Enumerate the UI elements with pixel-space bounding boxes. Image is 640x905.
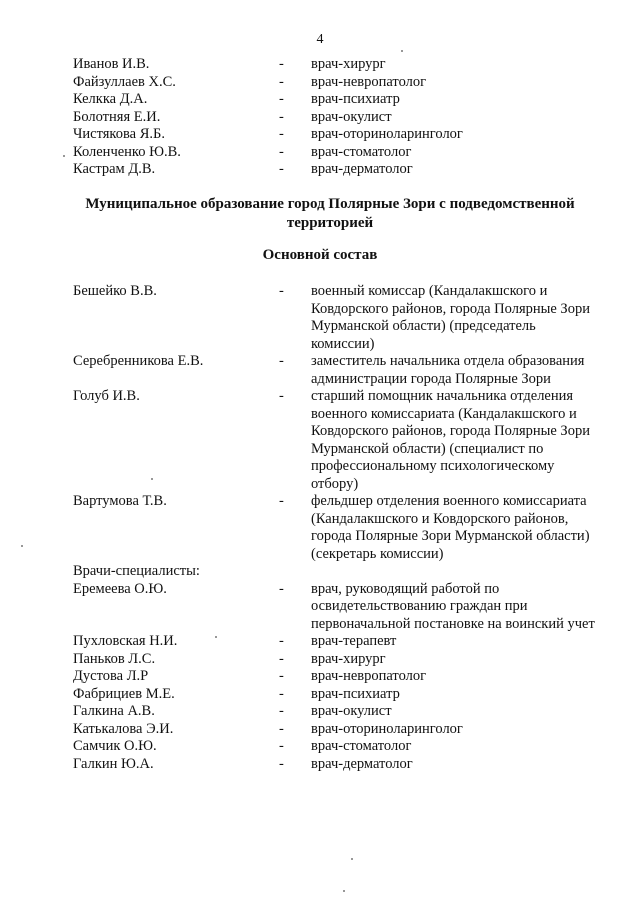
scan-speck [21,545,23,547]
scan-speck [63,155,65,157]
member-name: Еремеева О.Ю. [73,580,167,597]
member-row [0,493,640,563]
member-role: врач-психиатр [311,91,400,107]
member-row [0,756,640,774]
member-row [0,668,640,686]
dash: - [279,143,284,160]
member-row [0,703,640,721]
member-row [0,388,640,493]
member-row [0,91,640,109]
member-row [0,56,640,74]
member-role: врач-дерматолог [311,755,413,772]
dash: - [279,685,284,702]
dash: - [279,108,284,125]
dash: - [279,738,284,754]
member-role: старший помощник начальника отделения военного комиссариата (Кандалакшского и Ковдорского районов, города Полярные Зори Мурманской области) (специалист по профессиональному психологическому отбору) [311,388,590,492]
member-name: Коленченко Ю.В. [73,143,181,160]
member-role: врач-стоматолог [311,738,412,754]
page-number: 4 [316,32,324,47]
dash: - [279,91,284,107]
member-name: Болотняя Е.И. [73,108,161,125]
member-row [0,283,640,353]
subsection-title: Основной состав [262,247,378,263]
member-role: врач-дерматолог [311,161,413,177]
specialists-heading-row [0,563,640,581]
dash: - [279,668,284,684]
dash: - [279,703,284,719]
dash: - [279,650,284,667]
member-name: Иванов И.В. [73,56,150,72]
dash: - [279,755,284,772]
dash: - [279,388,284,404]
dash: - [279,633,284,649]
member-role: военный комиссар (Кандалакшского и Ковдорского районов, города Полярные Зори Мурманской области) (председатель комиссии) [311,283,590,352]
scan-speck [351,858,353,860]
member-row [0,74,640,92]
member-row [0,738,640,756]
member-name: Галкин Ю.А. [73,755,154,772]
dash: - [279,56,284,72]
member-role: врач-психиатр [311,685,400,702]
member-role: врач-стоматолог [311,143,412,160]
member-role: врач-окулист [311,703,392,719]
member-row [0,651,640,669]
member-name: Паньков Л.С. [73,650,156,667]
member-name: Файзуллаев Х.С. [73,73,176,90]
member-role: врач-хирург [311,56,386,72]
member-name: Бешейко В.В. [73,283,157,299]
section-title: Муниципальное образование город Полярные Зори с подведомственной территорией [85,196,575,231]
member-row [0,721,640,739]
commission-members-top [0,56,640,179]
member-role: врач-терапевт [311,633,397,649]
member-name: Пухловская Н.И. [73,633,178,649]
member-name: Голуб И.В. [73,388,140,404]
dash: - [279,580,284,597]
scan-speck [151,478,153,480]
member-row [0,581,640,634]
dash: - [279,353,284,369]
member-name: Фабрициев М.Е. [73,685,175,702]
dash: - [279,720,284,737]
dash: - [279,126,284,142]
member-role: врач-оториноларинголог [311,720,463,737]
member-name: Чистякова Я.Б. [73,126,165,142]
member-role: врач, руководящий работой по освидетельствованию граждан при первоначальной постановке на воинский учет [311,580,595,632]
member-role: врач-хирург [311,650,386,667]
member-role: врач-невропатолог [311,73,427,90]
specialists-heading: Врачи-специалисты: [73,563,200,579]
member-name: Катькалова Э.И. [73,720,174,737]
dash: - [279,283,284,299]
scan-speck [401,50,403,52]
member-name: Самчик О.Ю. [73,738,157,754]
member-name: Келкка Д.А. [73,91,148,107]
member-row [0,161,640,179]
member-row [0,109,640,127]
commission-members-main [0,283,640,773]
dash: - [279,161,284,177]
member-name: Галкина А.В. [73,703,155,719]
member-row [0,686,640,704]
member-role: врач-окулист [311,108,392,125]
member-row [0,353,640,388]
member-row [0,144,640,162]
member-role: заместитель начальника отдела образования администрации города Полярные Зори [311,353,585,387]
dash: - [279,73,284,90]
member-role: врач-невропатолог [311,668,427,684]
scan-speck [215,636,217,638]
member-name: Дустова Л.Р [73,668,149,684]
member-row [0,126,640,144]
member-name: Серебренникова Е.В. [73,353,204,369]
member-role: врач-оториноларинголог [311,126,463,142]
dash: - [279,493,284,509]
scan-speck [343,890,345,892]
member-name: Вартумова Т.В. [73,493,167,509]
member-role: фельдшер отделения военного комиссариата (Кандалакшского и Ковдорского районов, города Полярные Зори Мурманской области) (секретарь комиссии) [311,493,590,562]
member-row [0,633,640,651]
member-name: Кастрам Д.В. [73,161,156,177]
